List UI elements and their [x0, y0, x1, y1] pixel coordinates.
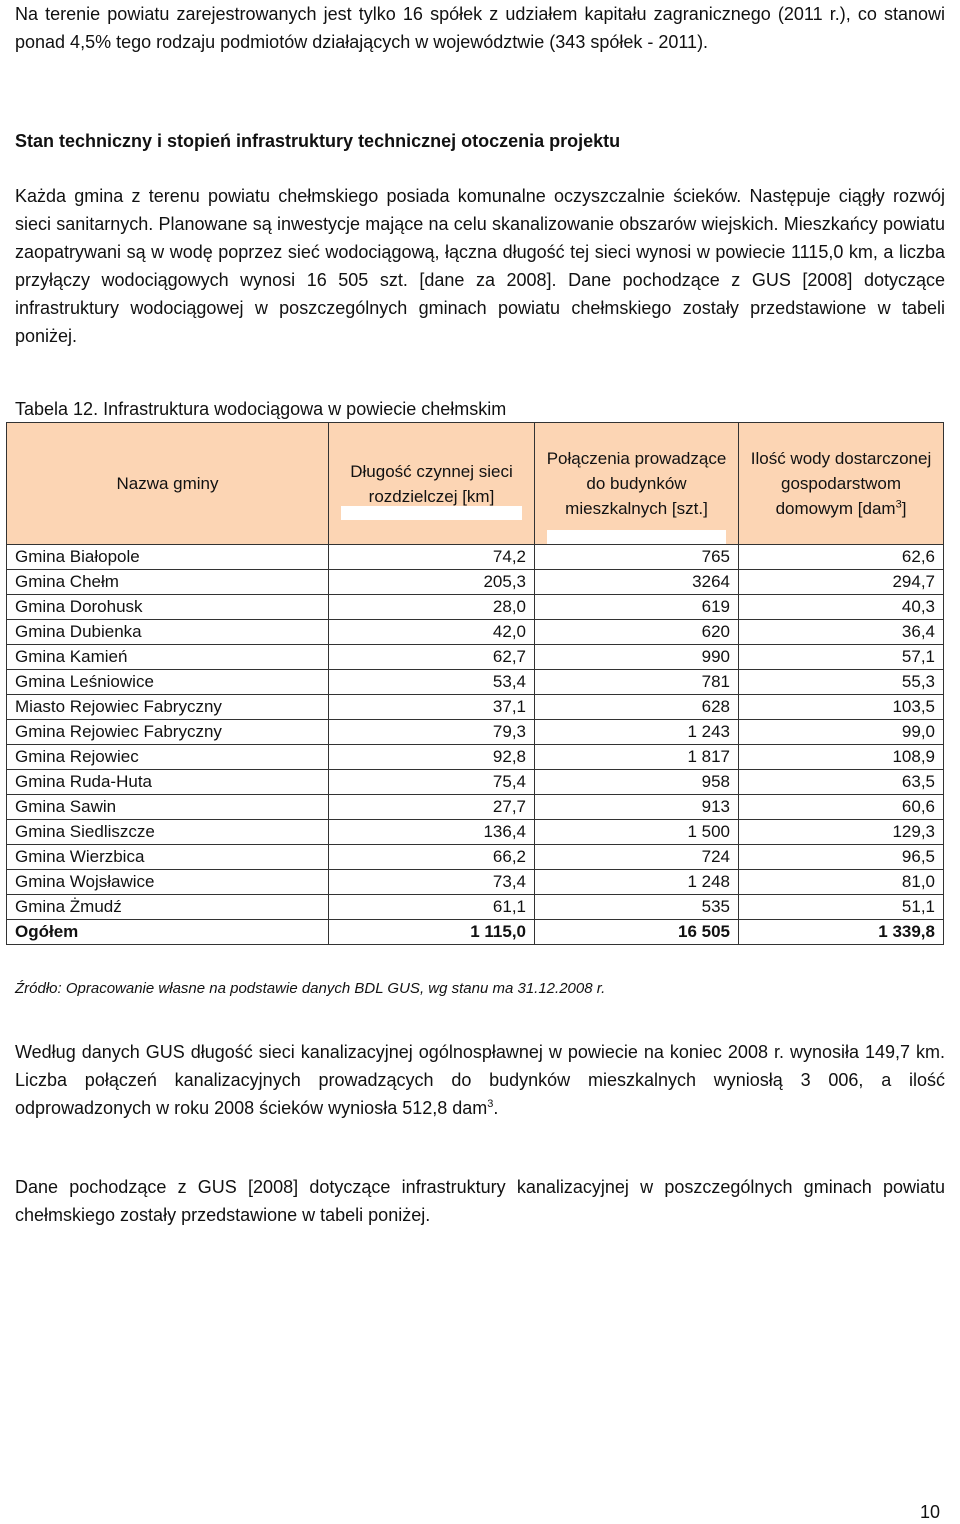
sewer-text: Według danych GUS długość sieci kanalizacyjnej ogólnospławnej w powiecie na koniec 2008 r. wynosiła 149,7 km. Liczba połączeń kanalizacyjnych prowadzących do budynków mieszkalnych wyniosłą 3 006, a ilość odprowadzonych w roku 2008 ścieków wyniosła 512,8 dam	[15, 1042, 945, 1118]
page-number: 10	[919, 1502, 940, 1522]
table-cell-value: 1 248	[535, 870, 739, 895]
table-header-row	[7, 423, 944, 545]
table-cell-value: 73,4	[329, 870, 535, 895]
header-name	[7, 423, 329, 545]
table-cell-name: Gmina Siedliszcze	[7, 820, 329, 845]
table-cell-name: Gmina Wierzbica	[7, 845, 329, 870]
table-cell-name: Gmina Chełm	[7, 570, 329, 595]
table-cell-value: 55,3	[739, 670, 944, 695]
table-cell-value: 53,4	[329, 670, 535, 695]
sewer-end: .	[493, 1098, 499, 1118]
table-cell-value: 1 500	[535, 820, 739, 845]
table-cell-name: Gmina Sawin	[7, 795, 329, 820]
section-heading: Stan techniczny i stopień infrastruktury technicznej otoczenia projektu	[15, 131, 621, 151]
gus-paragraph: Dane pochodzące z GUS [2008] dotyczące infrastruktury kanalizacyjnej w poszczególnych gminach powiatu chełmskiego zostały przedstawione w tabeli poniżej.	[15, 1177, 945, 1225]
table-row	[7, 570, 944, 595]
header-connections-bar	[547, 530, 726, 544]
table-cell-value: 79,3	[329, 720, 535, 745]
sewer-paragraph	[15, 1038, 945, 1122]
table-cell-name: Gmina Ruda-Huta	[7, 770, 329, 795]
table-row	[7, 845, 944, 870]
table-cell-value: 66,2	[329, 845, 535, 870]
water-infrastructure-table	[6, 422, 944, 945]
table-cell-value: 990	[535, 645, 739, 670]
table-cell-value: 1 115,0	[329, 920, 535, 945]
table-cell-value: 96,5	[739, 845, 944, 870]
table-cell-value: 51,1	[739, 895, 944, 920]
sewer-sup: 3	[487, 1098, 494, 1110]
table-cell-value: 57,1	[739, 645, 944, 670]
water-text-d: Dane pochodzące z GUS [2008] dotyczące infrastruktury wodociągowej w poszczególnych gminach powiatu chełmskiego zostały przedstawione w tabeli poniżej.	[15, 270, 945, 346]
table-cell-value: 628	[535, 695, 739, 720]
header-label: Długość czynnej sieci rozdzielczej [km]	[350, 461, 513, 506]
table-cell-value: 62,7	[329, 645, 535, 670]
table-row	[7, 895, 944, 920]
table-cell-name: Gmina Białopole	[7, 545, 329, 570]
table-cell-value: 16 505	[535, 920, 739, 945]
table-cell-value: 129,3	[739, 820, 944, 845]
table-cell-name: Gmina Dubienka	[7, 620, 329, 645]
table-cell-name: Gmina Wojsławice	[7, 870, 329, 895]
table-row	[7, 670, 944, 695]
table-cell-value: 36,4	[739, 620, 944, 645]
table-cell-value: 60,6	[739, 795, 944, 820]
table-row	[7, 745, 944, 770]
header-water	[739, 423, 944, 545]
water-text-a: Każda gmina z terenu powiatu chełmskiego posiada komunalne oczyszczalnie ścieków. Następuje ciągły rozwój sieci sanitarnych.	[15, 186, 945, 234]
table-cell-value: 61,1	[329, 895, 535, 920]
table-cell-value: 535	[535, 895, 739, 920]
table-total-row	[7, 920, 944, 945]
table-cell-name: Gmina Rejowiec	[7, 745, 329, 770]
table-cell-value: 103,5	[739, 695, 944, 720]
table-row	[7, 720, 944, 745]
table-cell-name: Gmina Dorohusk	[7, 595, 329, 620]
table-row	[7, 770, 944, 795]
table-cell-name: Gmina Żmudź	[7, 895, 329, 920]
table-row	[7, 645, 944, 670]
table-cell-value: 62,6	[739, 545, 944, 570]
table-cell-value: 63,5	[739, 770, 944, 795]
table-row	[7, 695, 944, 720]
header-length	[329, 423, 535, 545]
table-cell-value: 27,7	[329, 795, 535, 820]
table-cell-name: Gmina Kamień	[7, 645, 329, 670]
table-source-note: Źródło: Opracowanie własne na podstawie danych BDL GUS, wg stanu ma 31.12.2008 r.	[15, 980, 606, 997]
table-cell-value: 1 243	[535, 720, 739, 745]
table-cell-value: 619	[535, 595, 739, 620]
table-cell-value: 913	[535, 795, 739, 820]
intro-paragraph: Na terenie powiatu zarejestrowanych jest tylko 16 spółek z udziałem kapitału zagranicznego (2011 r.), co stanowi ponad 4,5% tego rodzaju podmiotów działających w województwie (343 spółek - 2011).	[15, 4, 945, 52]
header-connections	[535, 423, 739, 545]
table-cell-value: 99,0	[739, 720, 944, 745]
table-cell-value: 781	[535, 670, 739, 695]
table-row	[7, 795, 944, 820]
table-cell-value: 108,9	[739, 745, 944, 770]
table-cell-value: 1 339,8	[739, 920, 944, 945]
water-text-c: Mieszkańcy powiatu zaopatrywani są w wodę poprzez sieć wodociągową, łączna długość tej sieci wynosi w powiecie 1115,0 km, a liczba przyłączy wodociągowych wynosi 16 505 szt. [dane za 2008].	[15, 214, 946, 290]
header-length-bar	[341, 506, 522, 520]
header-label: Połączenia prowadzące do budynków mieszkalnych [szt.]	[546, 449, 727, 518]
table-cell-value: 40,3	[739, 595, 944, 620]
table-cell-value: 765	[535, 545, 739, 570]
table-row	[7, 820, 944, 845]
table-cell-value: 620	[535, 620, 739, 645]
table-cell-value: 958	[535, 770, 739, 795]
header-label: Nazwa gminy	[116, 474, 219, 493]
table-cell-value: 294,7	[739, 570, 944, 595]
header-label: Ilość wody dostarczonej gospodarstwom domowym [dam	[750, 449, 932, 518]
table-cell-name: Gmina Leśniowice	[7, 670, 329, 695]
table-cell-value: 1 817	[535, 745, 739, 770]
table-cell-value: 74,2	[329, 545, 535, 570]
header-label: ]	[901, 499, 907, 518]
table-cell-value: 37,1	[329, 695, 535, 720]
table-cell-value: 81,0	[739, 870, 944, 895]
table-cell-value: 28,0	[329, 595, 535, 620]
table-cell-value: 92,8	[329, 745, 535, 770]
table-cell-name: Miasto Rejowiec Fabryczny	[7, 695, 329, 720]
table-cell-value: 3264	[535, 570, 739, 595]
header-label: 3	[895, 498, 902, 511]
water-text-b: Planowane są inwestycje mające na celu skanalizowanie obszarów wiejskich.	[153, 214, 779, 234]
table-cell-name: Gmina Rejowiec Fabryczny	[7, 720, 329, 745]
table-row	[7, 595, 944, 620]
table-cell-value: 205,3	[329, 570, 535, 595]
table-cell-value: 42,0	[329, 620, 535, 645]
table-cell-value: 75,4	[329, 770, 535, 795]
table-caption: Tabela 12. Infrastruktura wodociągowa w powiecie chełmskim	[15, 399, 507, 419]
table-row	[7, 545, 944, 570]
water-supply-paragraph	[15, 182, 945, 350]
table-cell-value: 724	[535, 845, 739, 870]
table-cell-name: Ogółem	[7, 920, 329, 945]
table-cell-value: 136,4	[329, 820, 535, 845]
table-row	[7, 620, 944, 645]
table-row	[7, 870, 944, 895]
